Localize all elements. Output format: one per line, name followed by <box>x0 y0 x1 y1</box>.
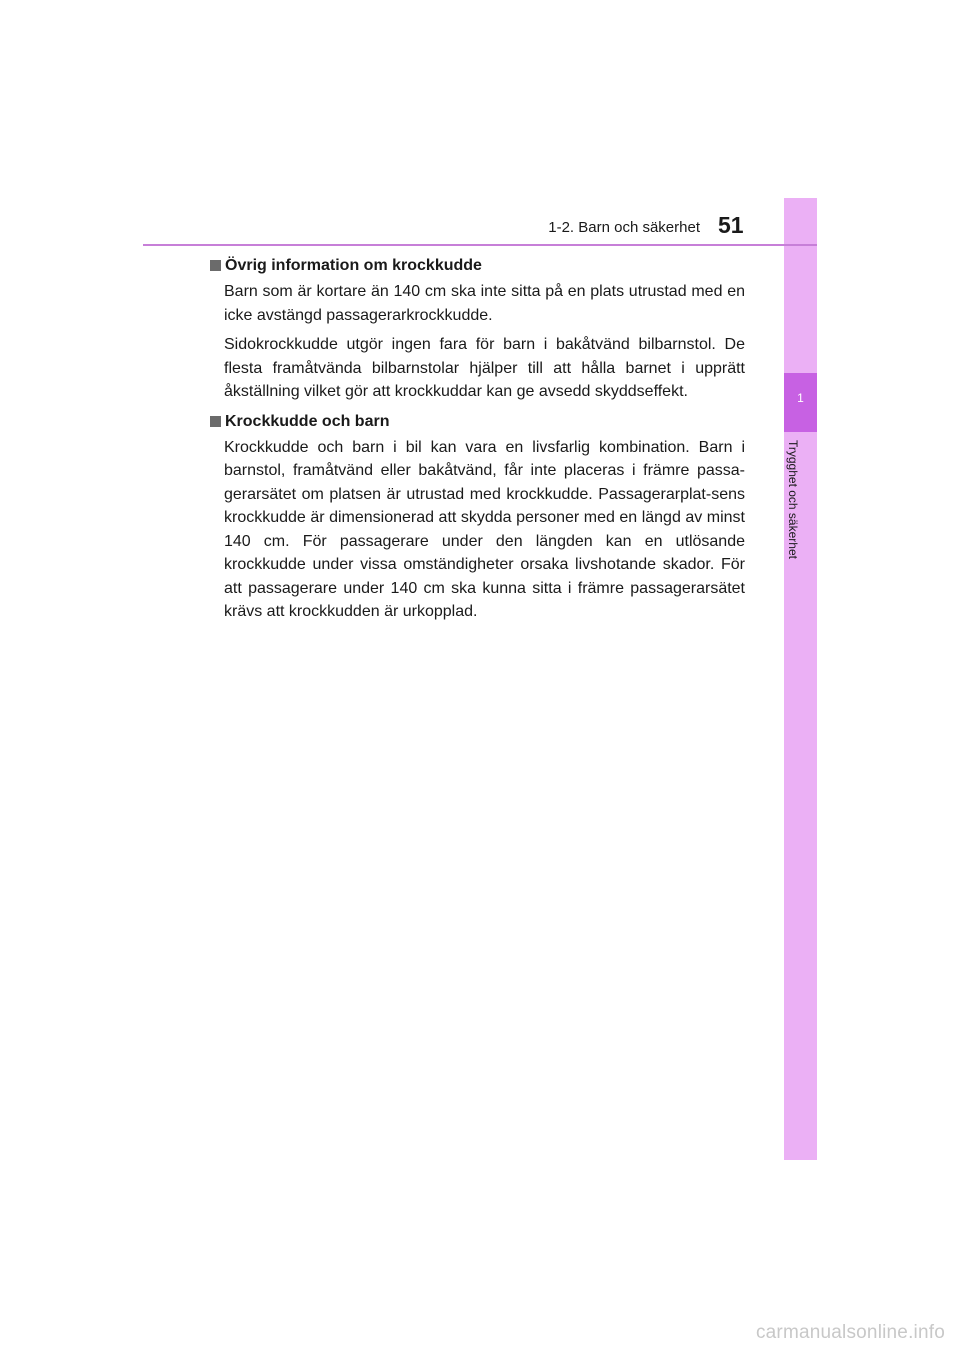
section-heading-text: Övrig information om krockkudde <box>225 257 482 274</box>
section-heading-text: Krockkudde och barn <box>225 412 390 430</box>
chapter-side-tab <box>784 198 817 1160</box>
paragraph: Sidokrockkudde utgör ingen fara för barn i bakåtvänd bilbarnstol. De flesta framåtvända bilbarnstolar hjälper till att hålla barnet i upprätt åkställning vilket gör att krockkuddar kan ge avsedd skyddseffekt. <box>224 336 745 400</box>
section-airbag-children <box>210 410 745 624</box>
watermark: carmanualsonline.info <box>755 1322 945 1343</box>
square-bullet-icon <box>210 416 221 427</box>
square-bullet-icon <box>210 260 221 271</box>
section-heading <box>210 410 745 433</box>
header-divider <box>143 244 817 246</box>
paragraph: Krockkudde och barn i bil kan vara en livsfarlig kombination. Barn i barnstol, framåtvänd eller bakåtvänd, får inte placeras i främre passa-gerarsätet om platsen är utrustad med krockkudde. Passagerarplat-sens krockkudde är dimensionerad att skydda personer med en längd av minst 140 cm. För passagerare under den längden kan en utlösande krockkudde under vissa omständigheter orsaka livshotande skador. För att passagerare under 140 cm ska kunna sitta i främre passagerarsätet krävs att krockkudden är urkopplad. <box>224 438 745 620</box>
page-content <box>210 254 745 630</box>
chapter-number: 1 <box>797 391 804 405</box>
section-heading <box>210 254 745 277</box>
section-airbag-info <box>210 254 745 404</box>
section-title: 1-2. Barn och säkerhet <box>548 219 700 236</box>
chapter-label: Trygghet och säkerhet <box>786 440 800 559</box>
paragraph: Barn som är kortare än 140 cm ska inte sitta på en plats utrustad med en icke avstängd passagerarkrockkudde. <box>224 283 745 324</box>
page-number: 51 <box>718 212 744 238</box>
